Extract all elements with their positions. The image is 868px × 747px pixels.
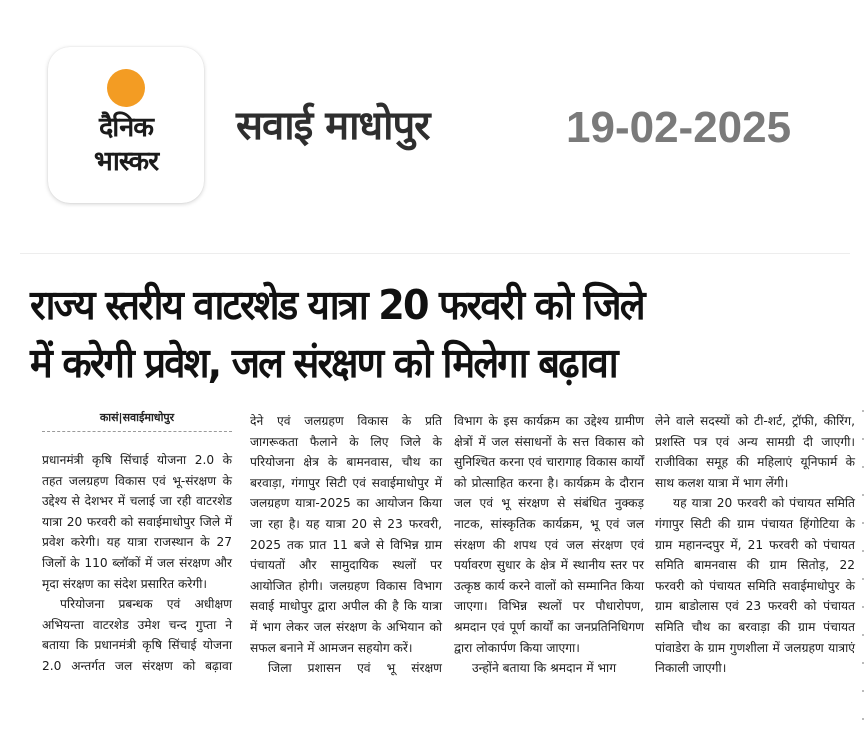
sun-icon (107, 69, 145, 107)
paragraph: परियोजना प्रबन्धक एवं अधीक्षण अभियन्ता वाटरशेड उमेश चन्द गुप्ता ने बताया कि प्रधानमंत्री कृषि सिंचाई योजना 2.0 अन्तर्गत जल संरक्षण को बढ़ावा (42, 597, 232, 673)
paragraph: उन्होंने बताया कि श्रमदान में भाग (472, 661, 617, 676)
logo-text-line1: दैनिक (98, 112, 154, 143)
headline-line-2: में करेगी प्रवेश, जल संरक्षण को मिलेगा बढ़ावा (30, 339, 617, 387)
article-column-2 (250, 411, 442, 679)
logo-text-line2: भास्कर (93, 146, 159, 177)
paragraph: जिला प्रशासन एवं भू संरक्षण (268, 661, 442, 676)
article-column-3 (454, 411, 644, 679)
page-header (0, 0, 868, 230)
article-column-1 (42, 450, 232, 677)
paragraph: यह यात्रा 20 फरवरी को पंचायत समिति गंगापुर सिटी की ग्राम पंचायत हिंगोटिया के ग्राम महानन्दपुर में, 21 फरवरी को पंचायत समिति बामनवास की ग्राम सितोड़, 22 फरवरी को पंचायत समिति सवाईमाधोपुर के ग्राम बाडोलास एवं 23 फरवरी को पंचायत समिति चौथ का बरवाड़ा की ग्राम पंचायत पांवाडेरा के ग्राम गुणशीला में जलग्रहण यात्राएं निकाली जाएगी। (655, 496, 855, 676)
paragraph: विभाग के इस कार्यक्रम का उद्देश्य ग्रामीण क्षेत्रों में जल संसाधनों के सत्त विकास को सुनिश्चित करना एवं चारागाह विकास कार्यों को प्रोत्साहित करना है। कार्यक्रम के दौरान जल एवं भू संरक्षण से संबंधित नुक्कड़ नाटक, सांस्कृतिक कार्यक्रम, भू एवं जल संरक्षण की शपथ एवं जल संरक्षण एवं पर्यावरण सुधार के क्षेत्र में स्थानीय स्तर पर उत्कृष्ठ कार्य करने वालों को सम्मानित किया जाएगा। विभिन्न स्थलों पर पौधारोपण, श्रमदान एवं पूर्ण कार्यों का जनप्रतिनिधिगण द्वारा लोकार्पण किया जाएगा। (454, 414, 644, 655)
dainik-bhaskar-logo (48, 47, 204, 203)
article-byline: कासं|सवाईमाधोपुर (42, 410, 232, 432)
page-edge-marks (862, 410, 864, 740)
header-divider (20, 253, 850, 254)
paragraph: देने एवं जलग्रहण विकास के प्रति जागरूकता फैलाने के लिए जिले के परियोजना क्षेत्र के बामनवास, चौथ का बरवाड़ा, गंगापुर सिटी एवं सवाईमाधोपुर में जलग्रहण यात्रा-2025 का आयोजन किया जा रहा है। यह यात्रा 20 से 23 फरवरी, 2025 तक प्रात 11 बजे से विभिन्न ग्राम पंचायतों और सामुदायिक स्थलों पर आयोजित होगी। जलग्रहण विकास विभाग सवाई माधोपुर द्वारा अपील की है कि यात्रा में भाग लेकर जल संरक्षण के अभियान को सफल बनाने में आमजन सहयोग करें। (250, 414, 442, 655)
article-headline (30, 276, 793, 392)
edition-city: सवाई माधोपुर (236, 103, 430, 149)
paragraph: प्रधानमंत्री कृषि सिंचाई योजना 2.0 के तहत जलग्रहण विकास एवं भू-संरक्षण के उद्देश्य से देशभर में चलाई जा रही वाटरशेड यात्रा 20 फरवरी को सवाईमाधोपुर जिले में प्रवेश करेगी। यह यात्रा राजस्थान के 27 जिलों के 110 ब्लॉकों में जल संरक्षण और मृदा संरक्षण का संदेश प्रसारित करेगी। (42, 453, 232, 591)
paragraph: लेने वाले सदस्यों को टी-शर्ट, ट्रॉफी, कीरिंग, प्रशस्ति पत्र एवं अन्य सामग्री दी जाएगी। राजीविका समूह की महिलाएं यूनिफार्म के साथ कलश यात्रा में भाग लेंगी। (655, 414, 855, 490)
headline-line-1: राज्य स्तरीय वाटरशेड यात्रा 20 फरवरी को जिले (30, 281, 644, 329)
edition-date: 19-02-2025 (566, 103, 792, 152)
news-article (0, 260, 868, 747)
article-column-4 (655, 411, 855, 679)
